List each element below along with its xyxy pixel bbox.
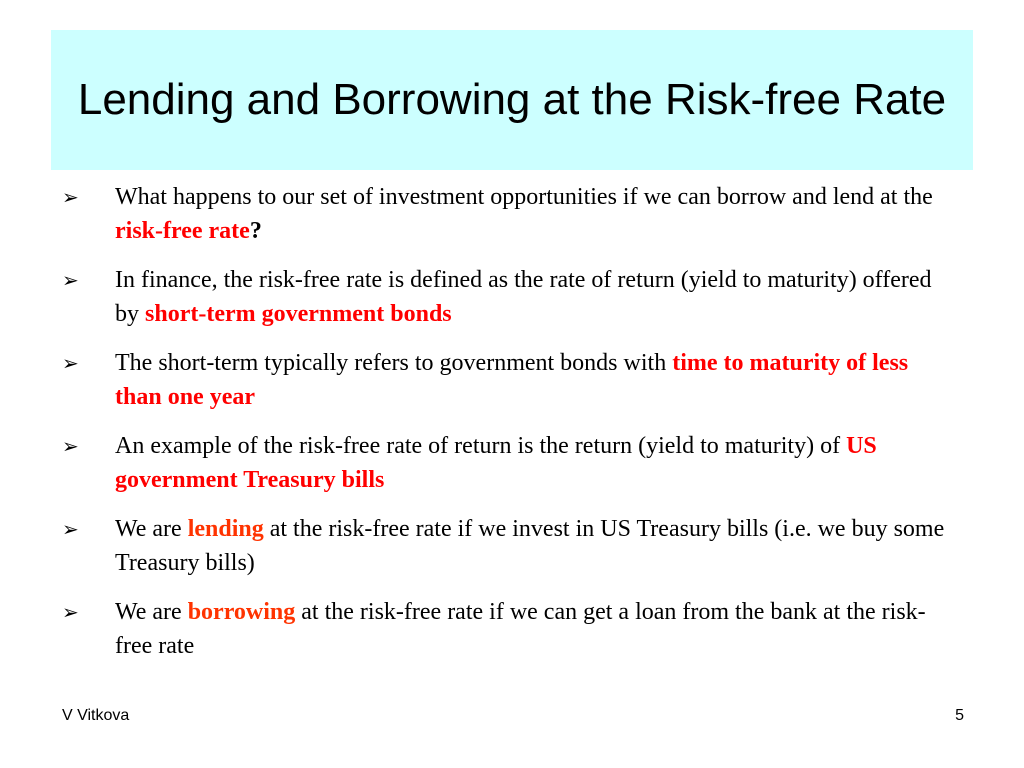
arrow-bullet-icon: ➢ [62, 351, 79, 375]
title-box [51, 30, 973, 170]
highlight-text: time to maturity of less than one year [115, 350, 909, 410]
highlight-text: risk-free rate [115, 218, 250, 244]
footer-author: V Vitkova [62, 707, 130, 724]
bullet-item [62, 595, 962, 663]
highlight-text: borrowing [187, 599, 296, 625]
bullet-item [62, 346, 962, 414]
bullet-text: The short-term typically refers to government bonds with time to maturity of less than one year [115, 350, 909, 410]
bullet-list [62, 180, 962, 678]
bullet-text: What happens to our set of investment opportunities if we can borrow and lend at the risk-free rate? [115, 184, 933, 244]
arrow-bullet-icon: ➢ [62, 185, 79, 209]
highlight-text: US government Treasury bills [115, 433, 877, 493]
page-number: 5 [955, 707, 964, 724]
bullet-text: In finance, the risk-free rate is defined as the rate of return (yield to maturity) offered by short-term government bonds [115, 267, 932, 327]
bullet-item [62, 263, 962, 331]
bullet-text: An example of the risk-free rate of return is the return (yield to maturity) of US government Treasury bills [115, 433, 877, 493]
bullet-text: We are lending at the risk-free rate if we invest in US Treasury bills (i.e. we buy some Treasury bills) [115, 516, 945, 576]
highlight-text: lending [187, 516, 264, 542]
highlight-text: short-term government bonds [145, 301, 452, 327]
arrow-bullet-icon: ➢ [62, 434, 79, 458]
slide-title: Lending and Borrowing at the Risk-free Rate [77, 75, 947, 124]
arrow-bullet-icon: ➢ [62, 517, 79, 541]
arrow-bullet-icon: ➢ [62, 600, 79, 624]
bullet-item [62, 429, 962, 497]
bullet-item [62, 180, 962, 248]
arrow-bullet-icon: ➢ [62, 268, 79, 292]
bullet-text: We are borrowing at the risk-free rate if we can get a loan from the bank at the risk-free rate [115, 599, 926, 659]
bullet-item [62, 512, 962, 580]
